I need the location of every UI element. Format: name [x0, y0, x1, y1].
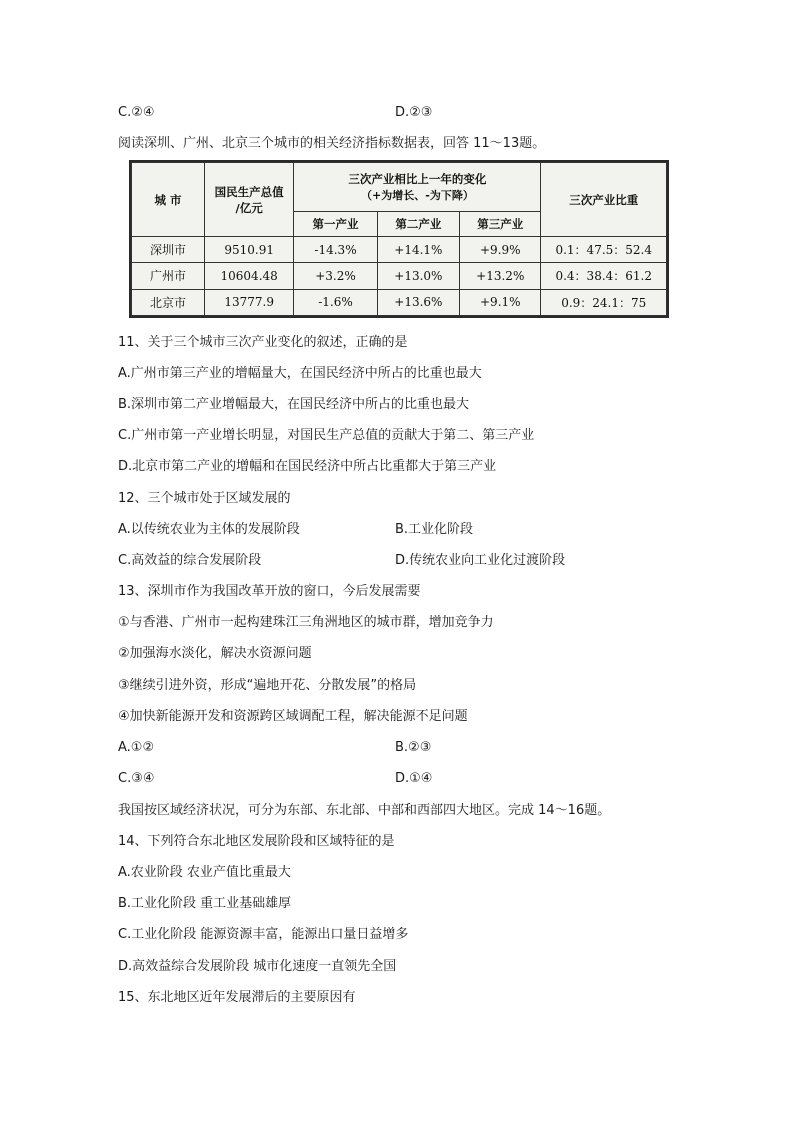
header-secondary: 第二产业: [377, 212, 459, 237]
q13-statement-3: ③继续引进外资，形成“遍地开花、分散发展”的格局: [118, 678, 417, 693]
header-gdp-line1: 国民生产总值: [214, 184, 284, 199]
q14-option-b: B.工业化阶段 重工业基础雄厚: [118, 896, 292, 911]
cell-gdp: 13777.9: [204, 289, 293, 315]
table-row: [132, 289, 667, 315]
q11-option-a: A.广州市第三产业的增幅量大，在国民经济中所占的比重也最大: [118, 366, 482, 381]
header-change-line1: 三次产业相比上一年的变化: [348, 172, 487, 186]
q13-statement-2: ②加强海水淡化，解决水资源问题: [118, 646, 312, 661]
header-gdp-line2: /亿元: [235, 200, 263, 215]
q14-option-c: C.工业化阶段 能源资源丰富，能源出口量日益增多: [118, 927, 409, 942]
q13-statement-1: ①与香港、广州市一起构建珠江三角洲地区的城市群，增加竞争力: [118, 615, 494, 630]
cell-secondary: +13.6%: [377, 289, 459, 315]
q13-stem: 13、深圳市作为我国改革开放的窗口，今后发展需要: [118, 584, 421, 599]
cell-secondary: +14.1%: [377, 237, 459, 263]
table-row: [132, 237, 667, 263]
cell-city: 北京市: [132, 289, 205, 315]
q14-option-d: D.高效益综合发展阶段 城市化速度一直领先全国: [118, 959, 397, 974]
q12-option-a: A.以传统农业为主体的发展阶段: [118, 522, 300, 537]
cell-city: 深圳市: [132, 237, 205, 263]
table-row: [132, 263, 667, 289]
cell-ratio: 0.1：47.5：52.4: [541, 237, 667, 263]
cell-primary: -1.6%: [294, 289, 377, 315]
cell-city: 广州市: [132, 263, 205, 289]
header-primary: 第一产业: [294, 212, 377, 237]
q12-stem: 12、三个城市处于区域发展的: [118, 491, 291, 506]
header-gdp: [204, 163, 293, 237]
q13-option-d: D.①④: [395, 771, 433, 786]
q14-option-a: A.农业阶段 农业产值比重最大: [118, 865, 291, 880]
q12-option-b: B.工业化阶段: [395, 522, 474, 537]
economic-data-table: [129, 160, 669, 318]
header-city: 城 市: [132, 163, 205, 237]
q12-option-c: C.高效益的综合发展阶段: [118, 553, 262, 568]
cell-tertiary: +9.1%: [460, 289, 541, 315]
cell-tertiary: +9.9%: [460, 237, 541, 263]
header-ratio: 三次产业比重: [541, 163, 667, 237]
q15-stem: 15、东北地区近年发展滞后的主要原因有: [118, 990, 356, 1005]
header-tertiary: 第三产业: [460, 212, 541, 237]
cell-primary: +3.2%: [294, 263, 377, 289]
q11-stem: 11、关于三个城市三次产业变化的叙述，正确的是: [118, 335, 408, 350]
q13-option-a: A.①②: [118, 740, 155, 755]
cell-primary: -14.3%: [294, 237, 377, 263]
header-change: [294, 163, 541, 212]
cell-tertiary: +13.2%: [460, 263, 541, 289]
q12-option-d: D.传统农业向工业化过渡阶段: [395, 553, 566, 568]
q13-option-c: C.③④: [118, 771, 155, 786]
header-change-line2: （+为增长、-为下降）: [361, 189, 474, 202]
cell-ratio: 0.4：38.4：61.2: [541, 263, 667, 289]
intro-text-11-13: 阅读深圳、广州、北京三个城市的相关经济指标数据表，回答 11～13题。: [118, 136, 546, 151]
cell-gdp: 10604.48: [204, 263, 293, 289]
q13-option-b: B.②③: [395, 740, 432, 755]
cell-gdp: 9510.91: [204, 237, 293, 263]
intro-text-14-16: 我国按区域经济状况，可分为东部、东北部、中部和西部四大地区。完成 14～16题。: [118, 803, 611, 818]
q13-statement-4: ④加快新能源开发和资源跨区域调配工程，解决能源不足问题: [118, 709, 468, 724]
cell-secondary: +13.0%: [377, 263, 459, 289]
q11-option-b: B.深圳市第二产业增幅最大，在国民经济中所占的比重也最大: [118, 397, 470, 412]
q14-stem: 14、下列符合东北地区发展阶段和区域特征的是: [118, 834, 395, 849]
option-d-prev: D.②③: [395, 105, 433, 120]
q11-option-d: D.北京市第二产业的增幅和在国民经济中所占比重都大于第三产业: [118, 459, 497, 474]
q11-option-c: C.广州市第一产业增长明显，对国民生产总值的贡献大于第二、第三产业: [118, 428, 535, 443]
option-c-prev: C.②④: [118, 105, 155, 120]
cell-ratio: 0.9：24.1：75: [541, 289, 667, 315]
